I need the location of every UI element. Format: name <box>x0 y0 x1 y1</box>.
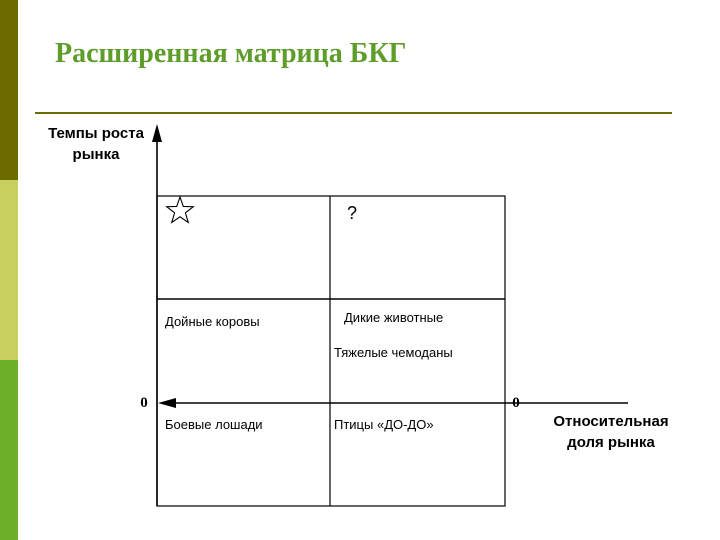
cell-label-cash-cows: Дойные коровы <box>165 314 260 329</box>
x-axis-label-line1: Относительная <box>553 413 669 430</box>
x-axis-label-line2: доля рынка <box>567 434 655 451</box>
matrix-border <box>157 196 505 506</box>
y-axis-label-line2: рынка <box>72 146 120 163</box>
cell-label-war-horses: Боевые лошади <box>165 417 263 432</box>
y-axis-label-line1: Темпы роста <box>48 125 144 142</box>
cell-label-heavy-suitcases: Тяжелые чемоданы <box>334 345 453 360</box>
cell-label-dodo-birds: Птицы «ДО-ДО» <box>334 417 434 432</box>
question-mark-symbol: ? <box>346 203 358 223</box>
x-axis-arrow-icon <box>158 398 176 408</box>
star-outline-icon <box>167 197 194 222</box>
zero-label-left: 0 <box>140 395 148 411</box>
cell-label-wild-animals: Дикие животные <box>344 310 444 325</box>
y-axis-arrow-icon <box>152 124 162 142</box>
zero-label-right: 0 <box>512 395 520 411</box>
slide-title: Расширенная матрица БКГ <box>55 38 407 69</box>
